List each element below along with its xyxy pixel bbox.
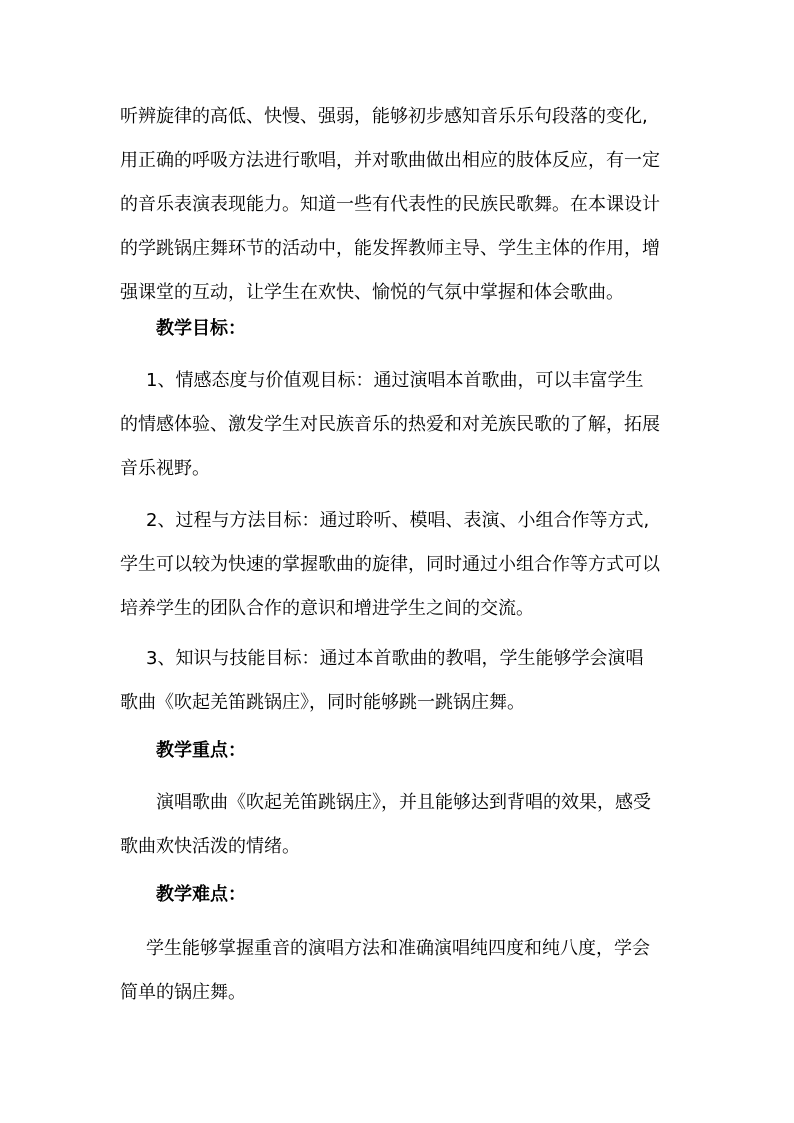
key-points-line-1: 演唱歌曲《吹起羌笛跳锅庄》，并且能够达到背唱的效果，感受 [156, 792, 651, 813]
key-points-line-2: 歌曲欢快活泼的情绪。 [120, 836, 300, 857]
intro-line-5: 强课堂的互动，让学生在欢快、愉悦的气氛中掌握和体会歌曲。 [120, 282, 624, 303]
objective-2-line-3: 培养学生的团队合作的意识和增进学生之间的交流。 [120, 598, 534, 619]
objective-3-line-2: 歌曲《吹起羌笛跳锅庄》，同时能够跳一跳锅庄舞。 [120, 692, 525, 713]
difficulties-line-1: 学生能够掌握重音的演唱方法和准确演唱纯四度和纯八度，学会 [146, 938, 650, 959]
objective-3-line-1: 3、知识与技能目标：通过本首歌曲的教唱，学生能够学会演唱 [146, 648, 644, 669]
intro-line-3: 的音乐表演表现能力。知道一些有代表性的民族民歌舞。在本课设计 [120, 194, 660, 215]
objective-2-line-1: 2、过程与方法目标：通过聆听、模唱、表演、小组合作等方式, [146, 510, 650, 531]
objectives-heading: 教学目标： [156, 318, 246, 339]
intro-line-2: 用正确的呼吸方法进行歌唱，并对歌曲做出相应的肢体反应，有一定 [120, 150, 660, 171]
objective-1-line-1: 1、情感态度与价值观目标：通过演唱本首歌曲，可以丰富学生 [146, 370, 644, 391]
difficulties-line-2: 简单的锅庄舞。 [120, 982, 246, 1003]
intro-line-1: 听辨旋律的高低、快慢、强弱，能够初步感知音乐乐句段落的变化, [120, 106, 648, 127]
key-points-heading: 教学重点： [156, 740, 246, 761]
objective-1-line-2: 的情感体验、激发学生对民族音乐的热爱和对羌族民歌的了解，拓展 [120, 414, 660, 435]
objective-1-line-3: 音乐视野。 [120, 458, 210, 479]
intro-line-4: 的学跳锅庄舞环节的活动中，能发挥教师主导、学生主体的作用，增 [120, 238, 660, 259]
objective-2-line-2: 学生可以较为快速的掌握歌曲的旋律，同时通过小组合作等方式可以 [120, 554, 660, 575]
difficulties-heading: 教学难点： [156, 884, 246, 905]
